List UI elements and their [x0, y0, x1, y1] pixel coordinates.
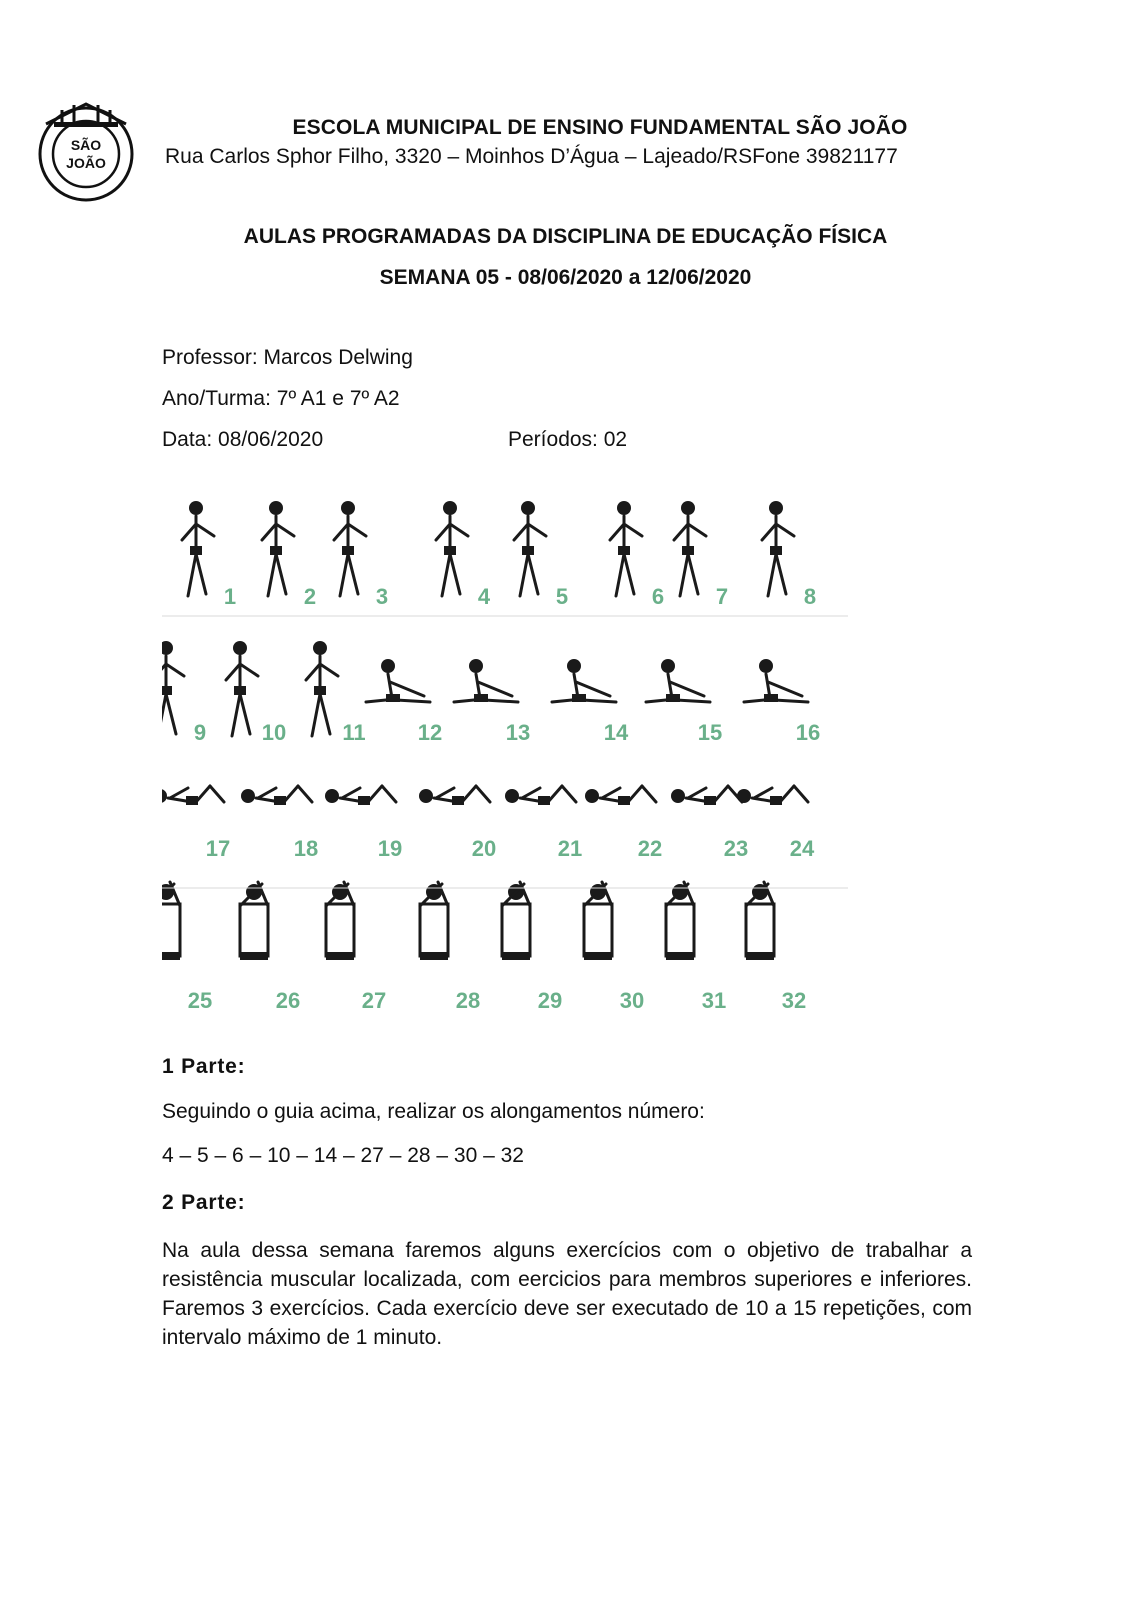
stretch-number-31: 31	[701, 988, 727, 1013]
stretch-figure-6	[610, 501, 642, 596]
stretch-figure-22	[585, 786, 656, 805]
stretch-number-11: 11	[342, 720, 366, 745]
school-address: Rua Carlos Sphor Filho, 3320 – Moinhos D’Água – Lajeado/RSFone 39821177	[165, 145, 898, 168]
stretch-number-18: 18	[293, 836, 319, 861]
stretch-number-20: 20	[471, 836, 497, 861]
stretch-figure-29	[502, 882, 530, 960]
part2-paragraph: Na aula dessa semana faremos alguns exercícios com o objetivo de trabalhar a resistência muscular localizada, com eercicios para membros superiores e inferiores. Faremos 3 exercícios. Cada exercício deve ser executado de 10 a 15 repetições, com intervalo máximo de 1 minuto.	[162, 1239, 972, 1349]
part1-stretch-numbers: 4 – 5 – 6 – 10 – 14 – 27 – 28 – 30 – 32	[162, 1144, 524, 1167]
stretch-figure-5	[514, 501, 546, 596]
stretch-figure-18	[241, 786, 312, 805]
stretch-number-30: 30	[619, 988, 645, 1013]
document-title: AULAS PROGRAMADAS DA DISCIPLINA DE EDUCAÇÃO FÍSICA	[243, 225, 888, 248]
seal-text-bottom: JOÃO	[66, 155, 106, 171]
stretch-number-24: 24	[789, 836, 815, 861]
stretch-number-4: 4	[477, 584, 491, 609]
stretch-figure-19	[325, 786, 396, 805]
seal-text-top: SÃO	[70, 137, 102, 153]
stretch-figure-3	[334, 501, 366, 596]
stretching-guide-image	[162, 498, 848, 1032]
stretch-number-16: 16	[795, 720, 821, 745]
stretch-number-14: 14	[603, 720, 629, 745]
stretch-figure-25	[162, 882, 180, 960]
stretch-figure-28	[420, 882, 448, 960]
stretch-number-8: 8	[803, 584, 817, 609]
stretch-number-10: 10	[261, 720, 287, 745]
stretch-number-27: 27	[361, 988, 387, 1013]
stretch-figure-20	[419, 786, 490, 805]
stretch-number-19: 19	[377, 836, 403, 861]
school-name: ESCOLA MUNICIPAL DE ENSINO FUNDAMENTAL SÃO JOÃO	[292, 116, 908, 139]
stretch-figure-1	[182, 501, 214, 596]
stretch-figure-12	[366, 659, 430, 702]
stretch-number-5: 5	[555, 584, 569, 609]
stretch-number-13: 13	[505, 720, 531, 745]
stretch-figure-13	[454, 659, 518, 702]
stretch-number-22: 22	[637, 836, 663, 861]
part1-instruction: Seguindo o guia acima, realizar os alongamentos número:	[162, 1100, 705, 1123]
stretch-figure-11	[306, 641, 338, 736]
stretch-figure-17	[162, 786, 224, 805]
stretch-number-9: 9	[193, 720, 207, 745]
stretch-number-17: 17	[205, 836, 231, 861]
stretch-figure-24	[737, 786, 808, 805]
stretch-number-15: 15	[697, 720, 723, 745]
stretch-number-32: 32	[781, 988, 807, 1013]
stretch-figure-32	[746, 882, 774, 960]
stretch-figure-8	[762, 501, 794, 596]
stretch-figure-26	[240, 882, 268, 960]
stretch-number-7: 7	[715, 584, 729, 609]
stretch-figure-2	[262, 501, 294, 596]
stretch-number-26: 26	[275, 988, 301, 1013]
stretch-figure-27	[326, 882, 354, 960]
stretch-figure-21	[505, 786, 576, 805]
stretch-figure-31	[666, 882, 694, 960]
stretch-number-28: 28	[455, 988, 481, 1013]
stretch-number-21: 21	[557, 836, 583, 861]
professor-line: Professor: Marcos Delwing	[162, 346, 413, 369]
stretch-figure-14	[552, 659, 616, 702]
stretch-number-1: 1	[223, 584, 237, 609]
stretch-number-12: 12	[417, 720, 443, 745]
part1-title: 1 Parte:	[162, 1055, 246, 1078]
stretch-number-23: 23	[723, 836, 749, 861]
stretch-figure-4	[436, 501, 468, 596]
stretch-figure-10	[226, 641, 258, 736]
date-line: Data: 08/06/2020	[162, 428, 324, 451]
week-title: SEMANA 05 - 08/06/2020 a 12/06/2020	[379, 266, 752, 289]
stretch-number-2: 2	[303, 584, 317, 609]
periods-line: Períodos: 02	[508, 428, 628, 451]
school-seal-logo	[32, 96, 140, 204]
stretch-figure-23	[671, 786, 742, 805]
stretch-number-29: 29	[537, 988, 563, 1013]
class-line: Ano/Turma: 7º A1 e 7º A2	[162, 387, 400, 410]
part2-title: 2 Parte:	[162, 1191, 246, 1214]
stretch-number-25: 25	[187, 988, 213, 1013]
stretch-figure-16	[744, 659, 808, 702]
stretch-figure-15	[646, 659, 710, 702]
stretch-number-6: 6	[651, 584, 665, 609]
stretch-figure-9	[162, 641, 184, 736]
stretch-number-3: 3	[375, 584, 389, 609]
stretch-figure-7	[674, 501, 706, 596]
stretch-figure-30	[584, 882, 612, 960]
